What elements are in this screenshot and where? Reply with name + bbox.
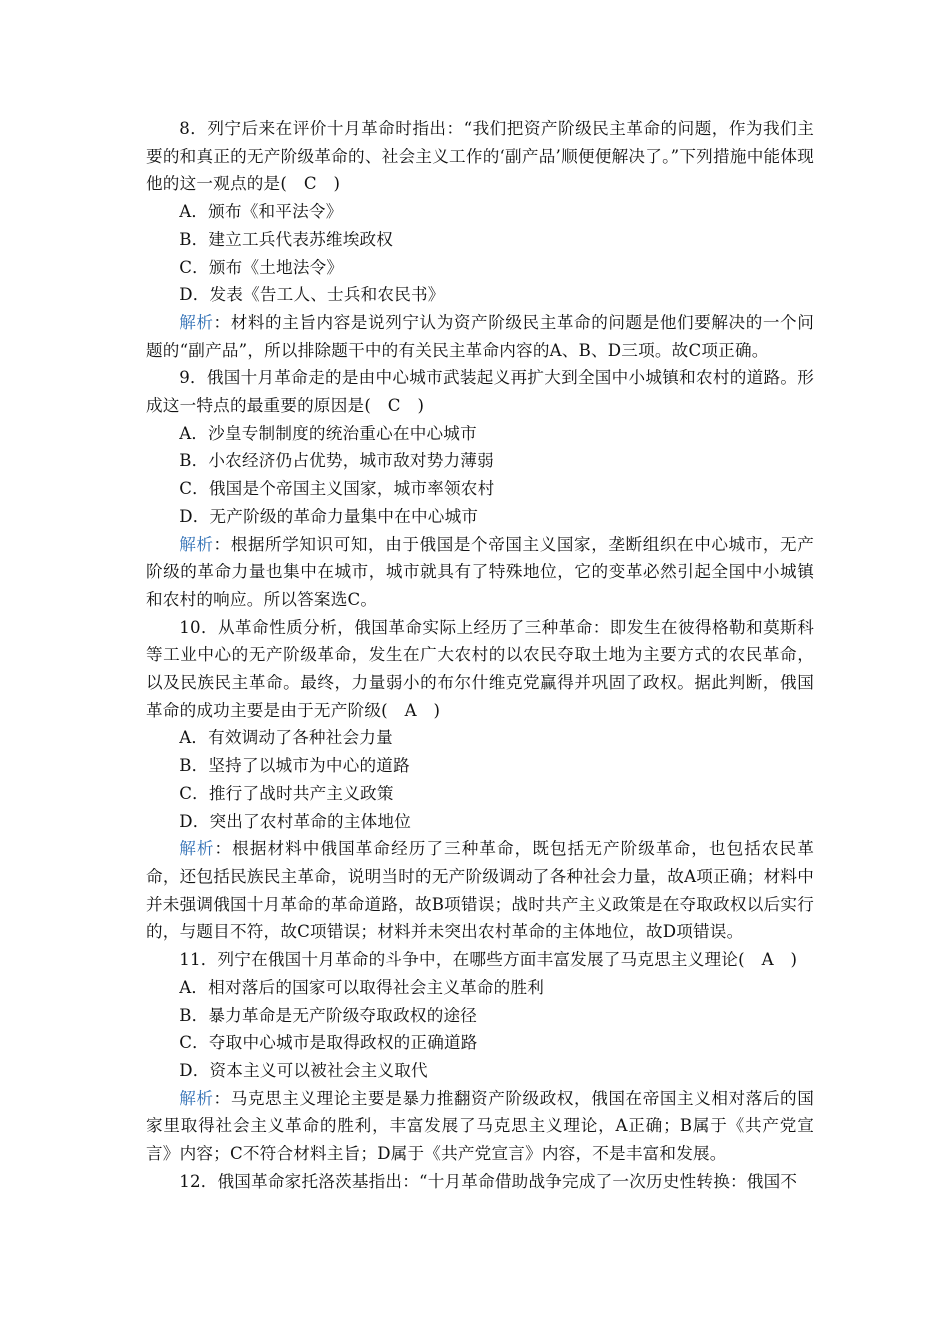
analysis-text: ：马克思主义理论主要是暴力推翻资产阶级政权，俄国在帝国主义相对落后的国家里取得社会主义革命的胜利，丰富发展了马克思主义理论，A正确；B属于《共产党宣言》内容；C不符合材料主旨；D属于《共产党宣言》内容，不是丰富和发展。 (146, 1088, 815, 1164)
analysis-text: ：根据所学知识可知，由于俄国是个帝国主义国家，垄断组织在中心城市，无产阶级的革命力量也集中在城市，城市就具有了特殊地位，它的变革必然引起全国中小城镇和农村的响应。所以答案选C。 (146, 534, 815, 609)
question-8-analysis (146, 309, 814, 364)
analysis-text: ：根据材料中俄国革命经历了三种革命，既包括无产阶级革命，也包括农民革命，还包括民族民主革命，说明当时的无产阶级调动了各种社会力量，故A项正确；材料中并未强调俄国十月革命的革命道路，故B项错误；战时共产主义政策是在夺取政权以后实行的，与题目不符，故C项错误；材料并未突出农村革命的主体地位，故D项错误。 (146, 839, 814, 942)
question-11-stem: 11．列宁在俄国十月革命的斗争中，在哪些方面丰富发展了马克思主义理论( A ) (179, 950, 798, 970)
question-10-analysis (146, 835, 814, 946)
question-9-option-a: A．沙皇专制制度的统治重心在中心城市 (179, 423, 477, 443)
question-9-option-c: C．俄国是个帝国主义国家，城市率领农村 (179, 479, 495, 499)
analysis-label: 解析 (179, 839, 215, 859)
question-content (146, 115, 814, 1195)
analysis-label: 解析 (179, 534, 214, 554)
question-8-option-b: B．建立工兵代表苏维埃政权 (179, 229, 394, 249)
question-9-option-b: B．小农经济仍占优势，城市敌对势力薄弱 (179, 451, 494, 471)
question-12-stem: 12．俄国革命家托洛茨基指出：“十月革命借助战争完成了一次历史性转换：俄国不 (179, 1171, 798, 1191)
question-11-analysis (146, 1085, 814, 1168)
question-11-option-a: A．相对落后的国家可以取得社会主义革命的胜利 (179, 977, 545, 997)
question-9-option-d: D．无产阶级的革命力量集中在中心城市 (179, 506, 479, 526)
question-8-option-d: D．发表《告工人、士兵和农民书》 (179, 285, 445, 305)
question-10-stem: 10．从革命性质分析，俄国革命实际上经历了三种革命：即发生在彼得格勒和莫斯科等工业中心的无产阶级革命，发生在广大农村的以农民夺取土地为主要方式的农民革命，以及民族民主革命。最终，力量弱小的布尔什维克党赢得并巩固了政权。据此判断，俄国革命的成功主要是由于无产阶级( A ) (146, 617, 814, 720)
question-10-option-d: D．突出了农村革命的主体地位 (179, 811, 412, 831)
analysis-text: ：材料的主旨内容是说列宁认为资产阶级民主革命的问题是他们要解决的一个问题的“副产品”，所以排除题干中的有关民主革命内容的A、B、D三项。故C项正确。 (146, 312, 815, 360)
question-9-analysis (146, 531, 814, 614)
question-11-option-b: B．暴力革命是无产阶级夺取政权的途径 (179, 1005, 478, 1025)
question-8-option-c: C．颁布《土地法令》 (179, 257, 344, 277)
question-11-option-d: D．资本主义可以被社会主义取代 (179, 1060, 428, 1080)
question-10-option-c: C．推行了战时共产主义政策 (179, 783, 394, 803)
question-8-option-a: A．颁布《和平法令》 (179, 202, 343, 222)
analysis-label: 解析 (179, 1088, 214, 1108)
question-10-option-a: A．有效调动了各种社会力量 (179, 728, 393, 748)
question-9-stem: 9．俄国十月革命走的是由中心城市武装起义再扩大到全国中小城镇和农村的道路。形成这一特点的最重要的原因是( C ) (146, 368, 814, 416)
question-10-option-b: B．坚持了以城市为中心的道路 (179, 756, 410, 776)
analysis-label: 解析 (179, 312, 214, 332)
question-11-option-c: C．夺取中心城市是取得政权的正确道路 (179, 1033, 478, 1053)
question-8-stem: 8．列宁后来在评价十月革命时指出：“我们把资产阶级民主革命的问题，作为我们主要的和真正的无产阶级革命的、社会主义工作的‘副产品’顺便便解决了。”下列措施中能体现他的这一观点的是( C ) (146, 119, 814, 194)
